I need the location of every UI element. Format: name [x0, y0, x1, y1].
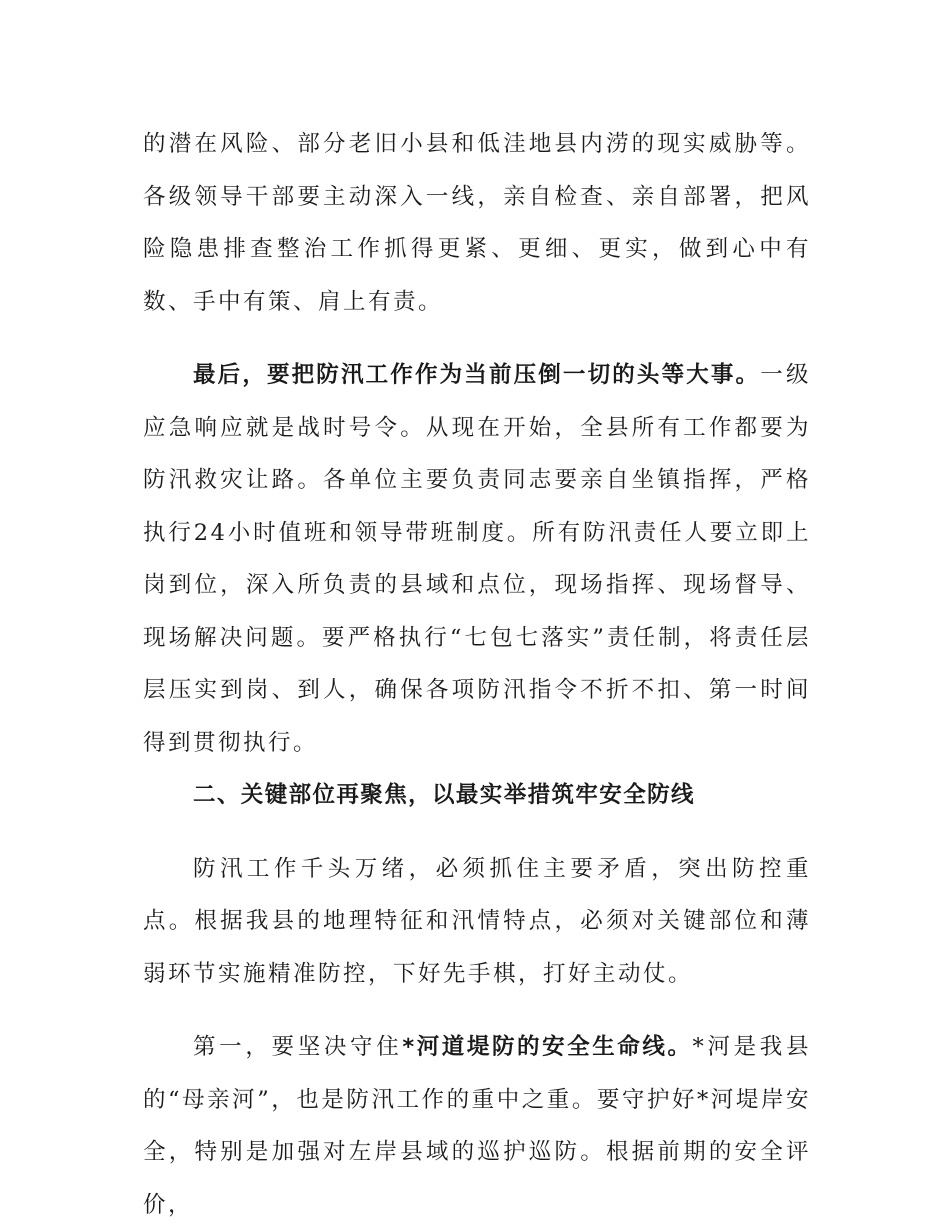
paragraph-body: *河是我县的“母亲河”，也是防汛工作的重中之重。要守护好*河堤岸安全，特别是加强对左岸县域的巡护巡防。根据前期的安全评价， — [143, 1034, 811, 1218]
document-page — [143, 118, 811, 1231]
paragraph-lead-sentence: *河道堤防的安全生命线。 — [402, 1034, 693, 1060]
paragraph-body: 一级应急响应就是战时号令。从现在开始，全县所有工作都要为防汛救灾让路。各单位主要负责同志要亲自坐镇指挥，严格执行24小时值班和领导带班制度。所有防汛责任人要立即上岗到位，深入所负责的县域和点位，现场指挥、现场督导、现场解决问题。要严格执行“七包七落实”责任制，将责任层层压实到岗、到人，确保各项防汛指令不折不扣、第一时间得到贯彻执行。 — [143, 362, 811, 756]
paragraph-river-embankment — [143, 1021, 811, 1231]
section-heading-2: 二、关键部位再聚焦，以最实举措筑牢安全防线 — [193, 782, 695, 808]
paragraph-risk-inspection: 的潜在风险、部分老旧小县和低洼地县内涝的现实威胁等。各级领导干部要主动深入一线，亲自检查、亲自部署，把风险隐患排查整治工作抓得更紧、更细、更实，做到心中有数、手中有策、肩上有责。 — [143, 131, 811, 315]
paragraph-lead-sentence: 最后，要把防汛工作作为当前压倒一切的头等大事。 — [193, 362, 761, 388]
paragraph-top-priority — [143, 349, 811, 769]
paragraph-key-focus: 防汛工作千头万绪，必须抓住主要矛盾，突出防控重点。根据我县的地理特征和汛情特点，必须对关键部位和薄弱环节实施精准防控，下好先手棋，打好主动仗。 — [143, 855, 811, 987]
paragraph-prefix: 第一，要坚决守住 — [193, 1034, 403, 1060]
